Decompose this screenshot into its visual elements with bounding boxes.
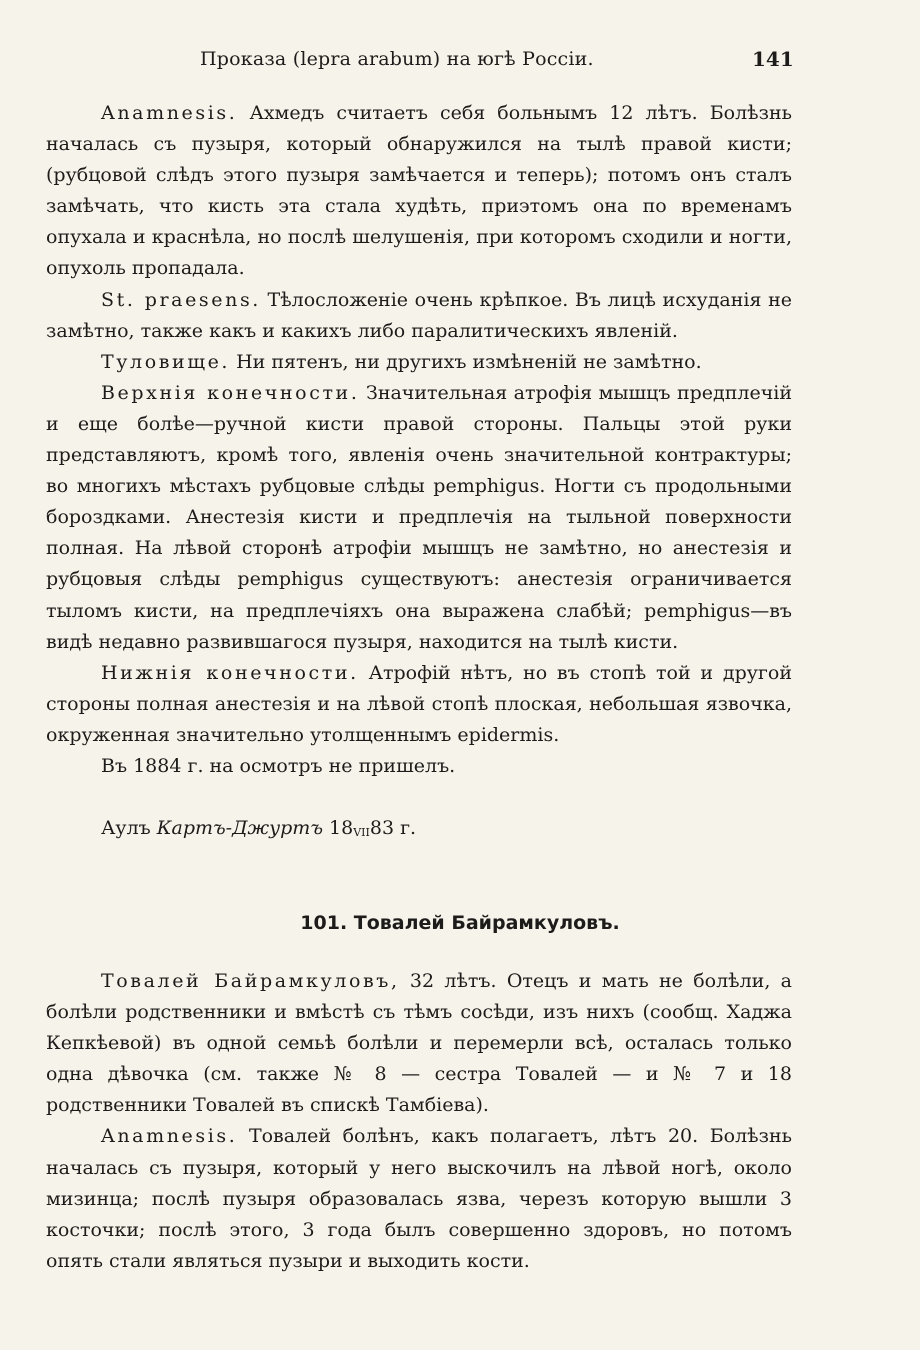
paragraph-lower-limbs	[46, 658, 792, 751]
date-year: 83 г.	[369, 817, 417, 839]
case-101-title: 101. Товалей Байрамкуловъ.	[300, 912, 620, 934]
paragraph-text: Въ 1884 г. на осмотръ не пришелъ.	[101, 754, 456, 777]
paragraph-label: Товалей Байрамкуловъ,	[101, 970, 400, 992]
paragraph-text: 32 лѣтъ. Отецъ и мать не болѣли, а болѣли родственники и вмѣстѣ съ тѣмъ сосѣди, изъ нихъ (сообщ. Хаджа Кепкѣевой) въ одной семьѣ болѣли и перемерли всѣ, осталась только одна дѣвочка (см. также № 8 — сестра Товалей — и № 7 и 18 родственники Товалей въ спискѣ Тамбіева).	[46, 970, 792, 1117]
paragraph-text: Товалей болѣнъ, какъ полагаетъ, лѣтъ 20. Болѣзнь началась съ пузыря, который у него выскочилъ на лѣвой ногѣ, около мизинца; послѣ пузыря образовалась язва, черезъ которую вышли 3 косточки; послѣ этого, 3 года былъ совершенно здоровъ, но потомъ опять стали являться пузыри и выходить кости.	[46, 1125, 792, 1272]
paragraph-anamnesis	[46, 98, 792, 285]
paragraph-anamnesis	[46, 1121, 792, 1276]
paragraph-label: St. praesens.	[101, 288, 261, 311]
paragraph-family-history	[46, 966, 792, 1121]
place-prefix: Аулъ	[101, 817, 157, 839]
page-header	[0, 42, 920, 76]
paragraph-upper-limbs	[46, 378, 792, 658]
page-number: 141	[752, 47, 794, 71]
date-day: 18	[323, 817, 354, 839]
paragraph-text: Ни пятенъ, ни другихъ измѣненій не замѣтно.	[230, 350, 702, 373]
paragraph-text: Ахмедъ считаетъ себя больнымъ 12 лѣтъ. Болѣзнь началась съ пузыря, который обнаружился на тылѣ правой кисти; (рубцовой слѣдъ этого пузыря замѣчается и теперь); потомъ онъ сталъ замѣчать, что кисть эта стала худѣть, приэтомъ она по временамъ опухала и краснѣла, но послѣ шелушенія, при которомъ сходили и ногти, опухоль пропадала.	[46, 102, 792, 280]
paragraph-text: Атрофій нѣтъ, но въ стопѣ той и другой стороны полная анестезія и на лѣвой стопѣ плоская, небольшая язвочка, окруженная значительно утолщеннымъ epidermis.	[46, 661, 792, 746]
case-100-text	[46, 98, 792, 782]
date-month: VII	[353, 826, 370, 839]
paragraph-status-praesens	[46, 285, 792, 347]
case-101-text	[46, 966, 792, 1277]
paragraph-trunk	[46, 347, 792, 378]
running-title: Проказа (lepra arabum) на югѣ Россіи.	[200, 48, 594, 70]
paragraph-label: Anamnesis.	[101, 1125, 238, 1148]
place-name: Картъ-Джуртъ	[156, 817, 323, 839]
paragraph-label: Туловище.	[101, 350, 231, 373]
paragraph-text: Тѣлосложеніе очень крѣпкое. Въ лицѣ исхуданія не замѣтно, также какъ и какихъ либо паралитическихъ явленій.	[46, 288, 792, 342]
paragraph-followup	[46, 751, 792, 782]
paragraph-label: Верхнія конечности.	[101, 381, 360, 404]
paragraph-text: Значительная атрофія мышцъ предплечій и еще болѣе—ручной кисти правой стороны. Пальцы этой руки представляютъ, кромѣ того, явленія очень значительной контрактуры; во многихъ мѣстахъ рубцовые слѣды pemphigus. Ногти съ продольными бороздками. Анестезія кисти и предплечія на тыльной поверхности полная. На лѣвой сторонѣ атрофіи мышцъ не замѣтно, но анестезія и рубцовыя слѣды pemphigus существуютъ: анестезія ограничивается тыломъ кисти, на предплечіяхъ она выражена слабѣй; pemphigus—въ видѣ недавно развившагося пузыря, находится на тылѣ кисти.	[46, 381, 792, 653]
paragraph-label: Нижнія конечности.	[101, 661, 359, 684]
place-and-date	[101, 817, 416, 839]
paragraph-label: Anamnesis.	[101, 102, 238, 124]
